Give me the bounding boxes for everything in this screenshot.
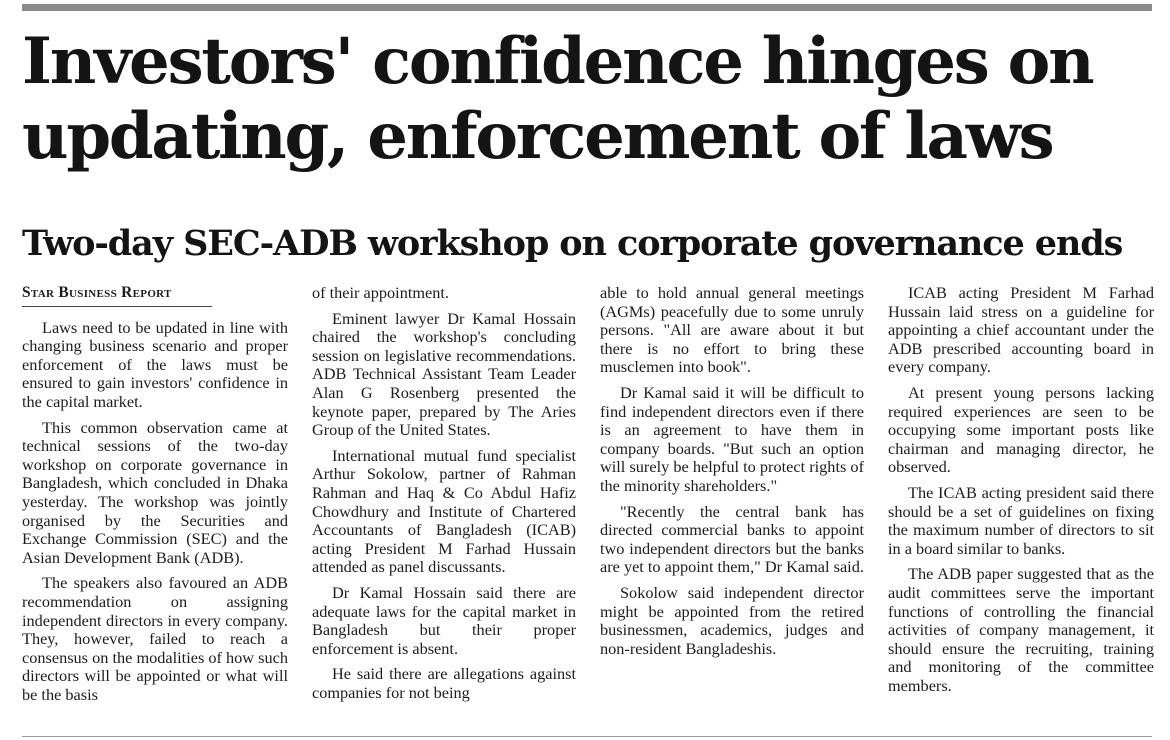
headline-line-1: Investors' confidence hinges on [22, 24, 1093, 99]
paragraph: Eminent lawyer Dr Kamal Hossain chaired the workshop's concluding session on legislative recommendations. ADB Technical Assistant Team Leader Alan G Rosenberg presented the keynote paper, prepared by The Aries Group of the United States. [312, 308, 576, 440]
paragraph: The ADB paper suggested that as the audit committees serve the important functions of controlling the financial activities of company management, it should ensure the recruiting, training and monitoring of the committee members. [888, 564, 1154, 695]
byline: Star Business Report [22, 284, 212, 307]
paragraph: Dr Kamal Hossain said there are adequate laws for the capital market in Bangladesh but their proper enforcement is absent. [312, 582, 576, 658]
paragraph: Dr Kamal said it will be difficult to find independent directors even if there is an agreement to have them in company boards. "But such an option will surely be helpful to protect rights of the minority shareholders." [600, 382, 864, 495]
column-4 [888, 284, 1154, 736]
paragraph: The ICAB acting president said there should be a set of guidelines on fixing the maximum number of directors to sit in a board similar to banks. [888, 482, 1154, 558]
top-rule [22, 4, 1152, 11]
column-3 [600, 284, 864, 736]
bottom-rule [22, 736, 1152, 737]
paragraph-continued: able to hold annual general meetings (AGMs) peacefully due to some unruly persons. "All are aware about it but there is no effort to bring these musclemen into book". [600, 284, 864, 377]
paragraph-continued: of their appointment. [312, 284, 449, 302]
paragraph: At present young persons lacking required experiences are seen to be occupying some important posts like chairman and managing director, he observed. [888, 382, 1154, 477]
paragraph: The speakers also favoured an ADB recommendation on assigning independent directors in every company. They, however, failed to reach a consensus on the modalities of how such directors will be appointed or what will be the basis [22, 573, 288, 704]
paragraph: Sokolow said independent director might be appointed from the retired businessmen, academics, judges and non-resident Bangladeshis. [600, 582, 864, 658]
headline [22, 24, 1162, 174]
paragraph: Laws need to be updated in line with changing business scenario and proper enforcement of the laws must be ensured to gain investors' confidence in the capital market. [22, 317, 288, 411]
column-2 [312, 284, 576, 736]
subheadline: Two-day SEC-ADB workshop on corporate governance ends [22, 223, 1123, 264]
paragraph: "Recently the central bank has directed commercial banks to appoint two independent directors but the banks are yet to appoint them," Dr Kamal said. [600, 501, 864, 577]
paragraph: ICAB acting President M Farhad Hussain laid stress on a guideline for appointing a chief accountant under the ADB prescribed accounting board in every company. [888, 284, 1154, 377]
paragraph: He said there are allegations against companies for not being [312, 664, 576, 702]
paragraph: International mutual fund specialist Arthur Sokolow, partner of Rahman Rahman and Haq & Co Abdul Hafiz Chowdhury and Institute of Chartered Accountants of Bangladesh (ICAB) acting President M Farhad Hussain attended as panel discussants. [312, 445, 576, 577]
headline-line-2: updating, enforcement of laws [22, 99, 1053, 174]
paragraph: This common observation came at technical sessions of the two-day workshop on corporate governance in Bangladesh, which concluded in Dhaka yesterday. The workshop was jointly organised by the Securities and Exchange Commission (SEC) and the Asian Development Bank (ADB). [22, 417, 288, 567]
column-1 [22, 284, 288, 736]
